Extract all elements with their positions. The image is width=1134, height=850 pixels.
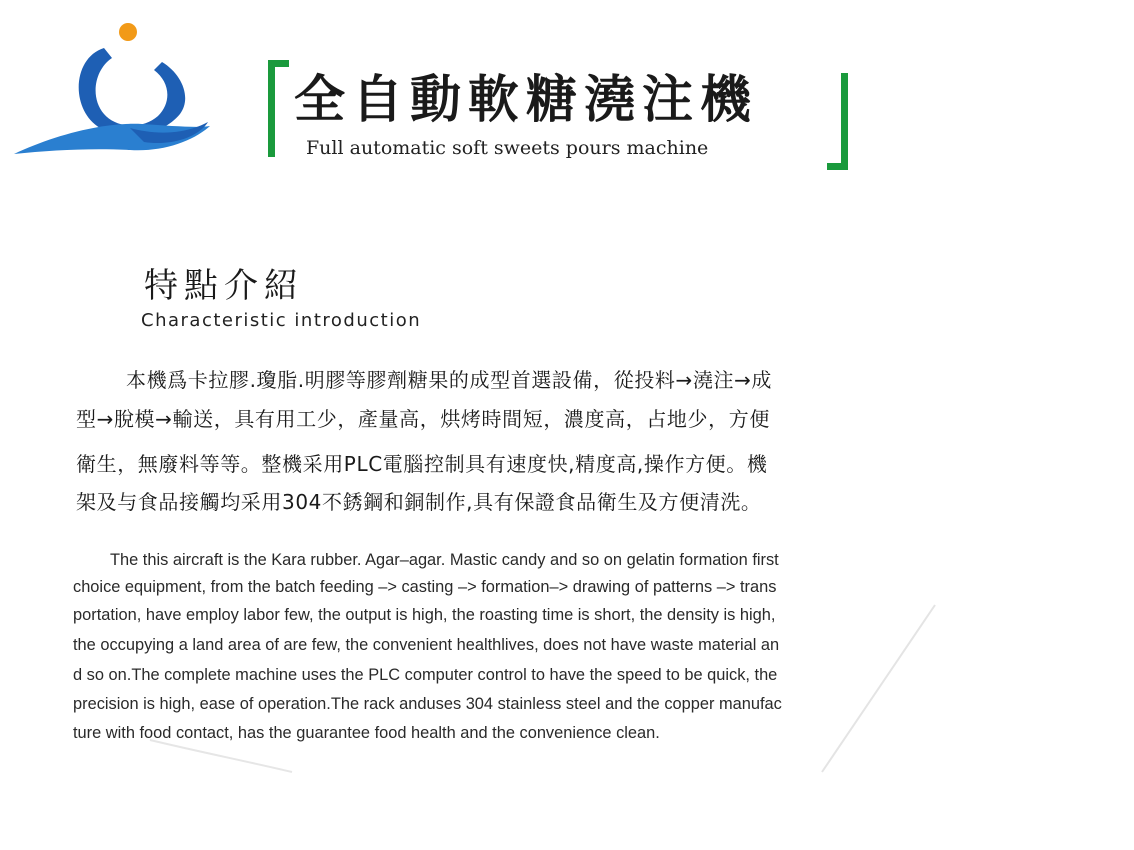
left-bracket <box>268 60 289 157</box>
logo-blue-arc <box>79 48 185 136</box>
body-cn-line: 衛生，無廢料等等。整機采用PLC電腦控制具有速度快,精度高,操作方便。機 <box>76 452 768 476</box>
company-logo <box>12 18 212 160</box>
body-en-line: ture with food contact, has the guarantee food health and the convenience clean. <box>73 724 660 742</box>
body-en-line: the occupying a land area of are few, the convenient healthlives, does not have waste material an <box>73 636 780 654</box>
logo-orange-dot <box>119 23 137 41</box>
section-heading-chinese: 特點介紹 <box>144 266 304 306</box>
body-cn-line: 本機爲卡拉膠.瓊脂.明膠等膠劑糖果的成型首選設備，從投料→澆注→成 <box>126 368 773 392</box>
body-cn-line: 架及与食品接觸均采用304不銹鋼和銅制作,具有保證食品衛生及方便清洗。 <box>76 490 762 514</box>
body-en-line: choice equipment, from the batch feeding –> casting –> formation–> drawing of patterns –> trans <box>73 578 777 596</box>
body-cn-line: 型→脫模→輸送，具有用工少，產量高，烘烤時間短，濃度高，占地少，方便 <box>76 407 770 431</box>
title-chinese: 全自動軟糖澆注機 <box>294 71 759 130</box>
title-english: Full automatic soft sweets pours machine <box>306 137 709 159</box>
body-en-line: portation, have employ labor few, the output is high, the roasting time is short, the density is high, <box>73 606 776 624</box>
body-en-line: d so on.The complete machine uses the PLC computer control to have the speed to be quick, the <box>73 666 778 684</box>
body-en-line: precision is high, ease of operation.The rack anduses 304 stainless steel and the copper manufac <box>73 695 782 713</box>
right-bracket <box>827 73 848 170</box>
section-heading-english: Characteristic introduction <box>141 310 422 331</box>
title-banner <box>268 60 848 170</box>
body-en-line: The this aircraft is the Kara rubber. Agar–agar. Mastic candy and so on gelatin formation first <box>110 551 779 569</box>
